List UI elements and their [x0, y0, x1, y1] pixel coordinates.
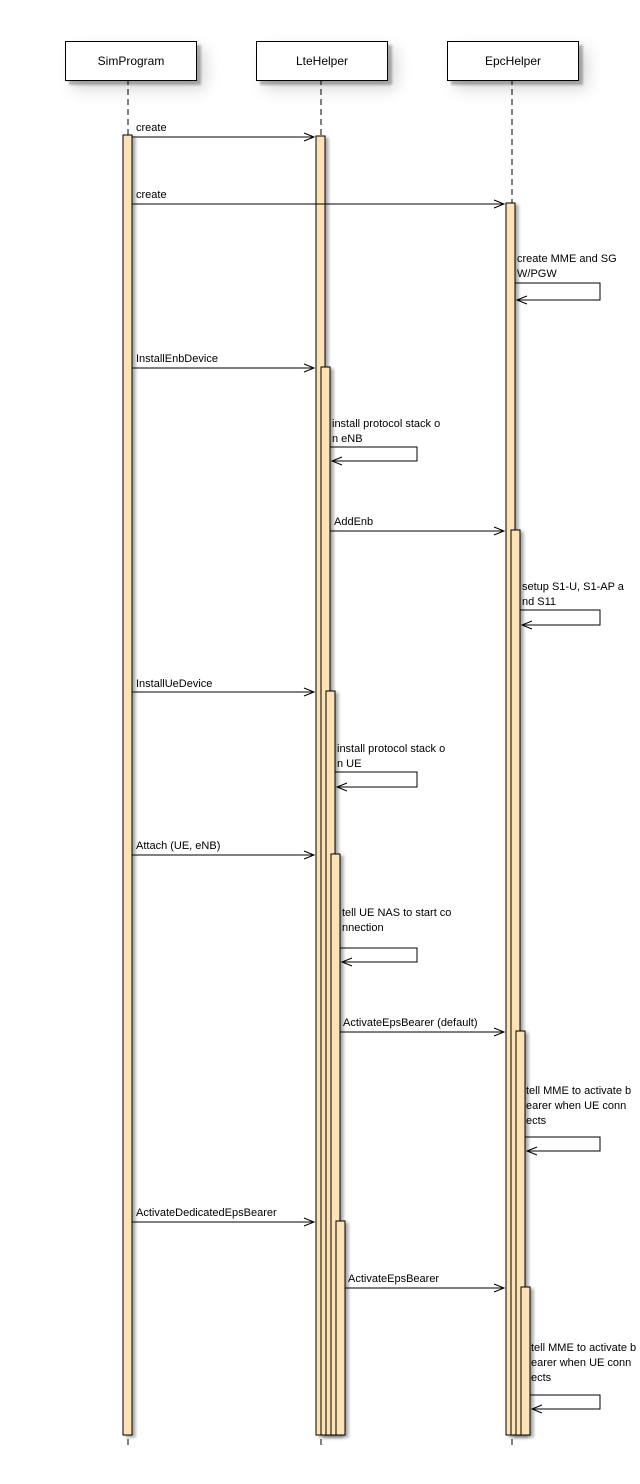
- activation-bars: [123, 135, 530, 1435]
- message-label-installenbdevice: InstallEnbDevice: [136, 353, 218, 365]
- message-label-addenb: AddEnb: [334, 516, 374, 528]
- self-message-label-install-stack-ue: install protocol stack o n UE: [337, 743, 446, 770]
- message-label-attach: Attach (UE, eNB): [136, 840, 221, 852]
- self-arrow-setup-s1: [520, 610, 600, 625]
- actor-box-simprogram: [65, 41, 197, 81]
- self-message-label-tell-ue-nas: tell UE NAS to start co nnection: [342, 907, 452, 934]
- activation-bar-ltehelper-5: [336, 1221, 345, 1435]
- self-message-label-install-stack-enb: install protocol stack o n eNB: [332, 418, 441, 445]
- self-arrow-tell-mme-activate-1: [525, 1137, 600, 1151]
- activation-bar-epchelper-4: [521, 1287, 530, 1435]
- message-label-activateepsbearer-default: ActivateEpsBearer (default): [343, 1017, 478, 1029]
- actor-box-ltehelper: [256, 41, 388, 81]
- message-label-create-epchelper: create: [136, 189, 167, 201]
- message-label-activateepsbearer: ActivateEpsBearer: [348, 1273, 440, 1285]
- self-arrow-install-stack-enb: [330, 447, 417, 461]
- message-label-create-ltehelper: create: [136, 122, 167, 134]
- self-message-label-create-mme-sgwpgw: create MME and SG W/PGW: [517, 253, 617, 280]
- message-label-installuedevice: InstallUeDevice: [136, 678, 213, 690]
- self-arrow-tell-ue-nas: [340, 948, 417, 962]
- actor-label-simprogram: SimProgram: [97, 54, 165, 68]
- message-label-activatededicatedepsbearer: ActivateDedicatedEpsBearer: [136, 1207, 277, 1219]
- self-arrow-create-mme-sgwpgw: [515, 283, 600, 300]
- self-arrow-install-stack-ue: [335, 772, 417, 787]
- activation-bar-simprogram: [123, 135, 132, 1435]
- self-message-label-tell-mme-activate-2: tell MME to activate b earer when UE conn ects: [531, 1342, 637, 1384]
- self-arrow-tell-mme-activate-2: [530, 1395, 600, 1409]
- actor-label-epchelper: EpcHelper: [484, 54, 542, 68]
- self-message-label-setup-s1: setup S1-U, S1-AP a nd S11: [522, 581, 624, 608]
- actor-label-ltehelper: LteHelper: [295, 54, 349, 68]
- actor-box-epchelper: [447, 41, 579, 81]
- self-message-arrows: [330, 283, 600, 1409]
- self-message-label-tell-mme-activate-1: tell MME to activate b earer when UE conn ects: [526, 1085, 632, 1127]
